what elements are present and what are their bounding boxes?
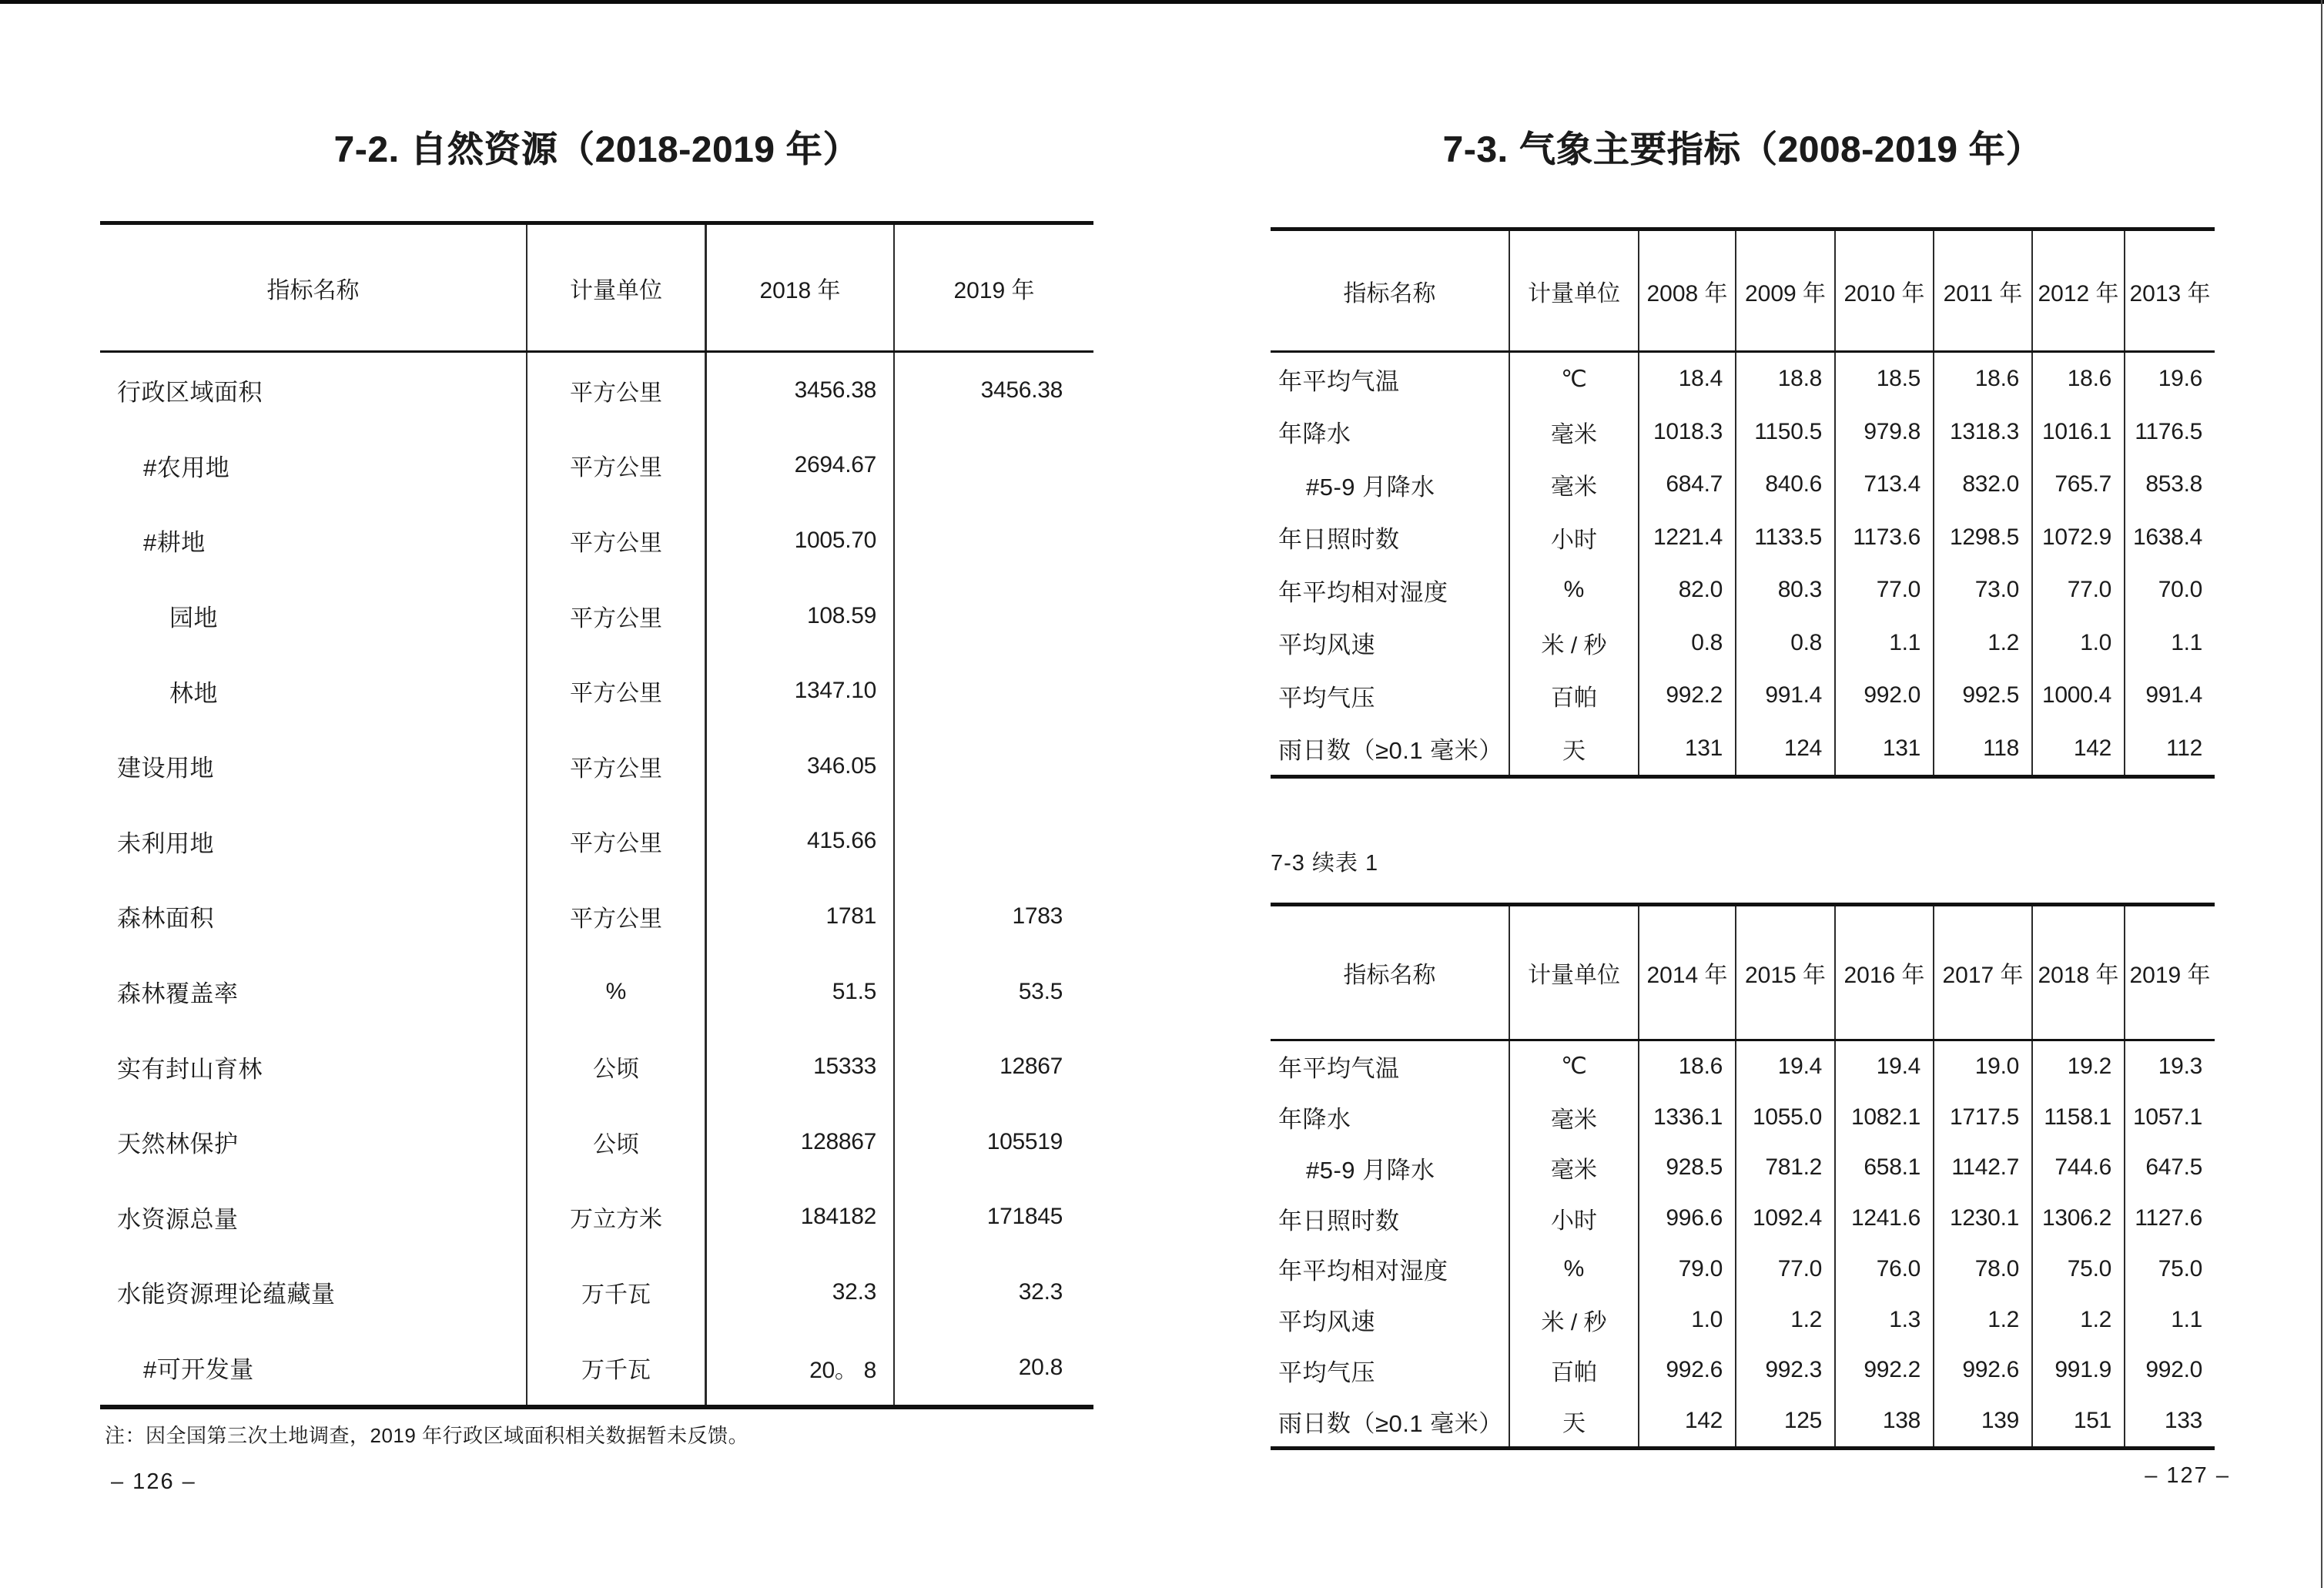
row-label: #可开发量 bbox=[100, 1330, 527, 1405]
row-unit: ℃ bbox=[1510, 1041, 1639, 1092]
column-header: 2008 年 bbox=[1639, 231, 1736, 350]
table-row bbox=[1271, 564, 2215, 617]
cell-value: 1092.4 bbox=[1736, 1193, 1836, 1244]
cell-value: 1127.6 bbox=[2135, 1205, 2202, 1231]
cell-value: 992.3 bbox=[1736, 1345, 1836, 1396]
row-label: 实有封山育林 bbox=[100, 1029, 527, 1104]
cell-value: 1005.70 bbox=[707, 503, 895, 578]
cell-value: 991.9 bbox=[2033, 1345, 2125, 1396]
column-header: 2009 年 bbox=[1736, 231, 1836, 350]
cell-value: 1298.5 bbox=[1934, 511, 2033, 565]
cell-value: 19.2 bbox=[2033, 1041, 2125, 1092]
cell-value: 1241.6 bbox=[1836, 1193, 1934, 1244]
cell-value: 0.8 bbox=[1639, 617, 1736, 670]
column-header: 2010 年 bbox=[1836, 231, 1934, 350]
cell-value: 51.5 bbox=[707, 954, 895, 1030]
table-row bbox=[1271, 1244, 2215, 1295]
row-label: #5-9 月降水 bbox=[1271, 458, 1510, 511]
natural-resources-table bbox=[100, 221, 1093, 1409]
table-header-row bbox=[1271, 231, 2215, 353]
cell-value: 991.4 bbox=[1736, 669, 1836, 722]
table-row bbox=[1271, 353, 2215, 406]
cell-value: 1781 bbox=[707, 879, 895, 954]
column-header: 2012 年 bbox=[2033, 231, 2125, 350]
cell-value: 992.6 bbox=[1639, 1345, 1736, 1396]
table-row bbox=[100, 653, 1093, 729]
cell-value: 15333 bbox=[707, 1029, 895, 1104]
cell-value: 1072.9 bbox=[2033, 511, 2125, 565]
cell-value: 142 bbox=[2033, 722, 2125, 776]
row-label: 雨日数（≥0.1 毫米） bbox=[1271, 722, 1510, 776]
cell-value: 1142.7 bbox=[1934, 1143, 2033, 1194]
cell-value: 108.59 bbox=[707, 578, 895, 654]
row-label: 水能资源理论蕴藏量 bbox=[100, 1255, 527, 1330]
cell-value: 1016.1 bbox=[2033, 406, 2125, 459]
cell-value: 1150.5 bbox=[1736, 406, 1836, 459]
cell-value: 832.0 bbox=[1934, 458, 2033, 511]
cell-value: 1.2 bbox=[1934, 1295, 2033, 1345]
cell-value bbox=[895, 503, 1093, 578]
cell-value: 1.2 bbox=[1736, 1295, 1836, 1345]
row-unit: 百帕 bbox=[1510, 669, 1639, 722]
row-label: 行政区域面积 bbox=[100, 353, 527, 428]
cell-value: 53.5 bbox=[1018, 978, 1063, 1004]
cell-value: 131 bbox=[1639, 722, 1736, 776]
cell-value: 18.5 bbox=[1836, 353, 1934, 406]
row-unit: 平方公里 bbox=[527, 353, 707, 428]
row-unit: % bbox=[527, 954, 707, 1030]
cell-value: 415.66 bbox=[707, 804, 895, 879]
cell-value: 19.4 bbox=[1736, 1041, 1836, 1092]
column-header: 2019 年 bbox=[2129, 963, 2211, 988]
cell-value: 1.1 bbox=[2171, 1306, 2202, 1332]
cell-value: 32.3 bbox=[1018, 1278, 1063, 1305]
row-unit: 公顷 bbox=[527, 1104, 707, 1180]
cell-value: 1.2 bbox=[2033, 1295, 2125, 1345]
cell-value: 151 bbox=[2033, 1395, 2125, 1446]
table-row bbox=[100, 1180, 1093, 1255]
table-row bbox=[1271, 458, 2215, 511]
row-unit: 万千瓦 bbox=[527, 1330, 707, 1405]
row-unit: 毫米 bbox=[1510, 458, 1639, 511]
cell-value: 1.1 bbox=[2171, 629, 2202, 655]
row-unit: 天 bbox=[1510, 1395, 1639, 1446]
cell-value: 1717.5 bbox=[1934, 1092, 2033, 1143]
page-number-right: – 127 – bbox=[2145, 1463, 2230, 1488]
row-label: 平均风速 bbox=[1271, 617, 1510, 670]
row-label: 林地 bbox=[100, 653, 527, 729]
cell-value: 125 bbox=[1736, 1395, 1836, 1446]
table-row bbox=[100, 954, 1093, 1030]
table-row bbox=[1271, 1295, 2215, 1345]
table-row bbox=[1271, 1193, 2215, 1244]
cell-value: 1055.0 bbox=[1736, 1092, 1836, 1143]
cell-value: 3456.38 bbox=[980, 377, 1063, 403]
meteorology-table-2008-2013 bbox=[1271, 227, 2215, 779]
row-unit: 平方公里 bbox=[527, 428, 707, 504]
cell-value: 1082.1 bbox=[1836, 1092, 1934, 1143]
column-header: 2019 年 bbox=[953, 277, 1035, 303]
column-header: 指标名称 bbox=[1271, 231, 1510, 350]
cell-value: 18.6 bbox=[1639, 1041, 1736, 1092]
column-header: 2018 年 bbox=[707, 225, 895, 350]
table-row bbox=[1271, 511, 2215, 565]
table-row bbox=[100, 804, 1093, 879]
cell-value: 1.2 bbox=[1934, 617, 2033, 670]
row-label: 年平均气温 bbox=[1271, 1041, 1510, 1092]
cell-value: 781.2 bbox=[1736, 1143, 1836, 1194]
cell-value: 1133.5 bbox=[1736, 511, 1836, 565]
row-label: 建设用地 bbox=[100, 729, 527, 804]
cell-value: 32.3 bbox=[707, 1255, 895, 1330]
table-row bbox=[1271, 1092, 2215, 1143]
row-label: 年降水 bbox=[1271, 1092, 1510, 1143]
row-label: 雨日数（≥0.1 毫米） bbox=[1271, 1395, 1510, 1446]
cell-value: 19.3 bbox=[2158, 1053, 2202, 1079]
table-row bbox=[1271, 1041, 2215, 1092]
row-label: 年日照时数 bbox=[1271, 1193, 1510, 1244]
cell-value: 744.6 bbox=[2033, 1143, 2125, 1194]
cell-value: 142 bbox=[1639, 1395, 1736, 1446]
cell-value: 19.0 bbox=[1934, 1041, 2033, 1092]
cell-value: 171845 bbox=[986, 1204, 1063, 1230]
column-header: 2014 年 bbox=[1639, 906, 1736, 1039]
cell-value: 76.0 bbox=[1836, 1244, 1934, 1295]
row-unit: % bbox=[1510, 564, 1639, 617]
table-row bbox=[100, 578, 1093, 654]
table-footnote: 注：因全国第三次土地调查，2019 年行政区域面积相关数据暂未反馈。 bbox=[105, 1424, 749, 1447]
cell-value: 992.6 bbox=[1934, 1345, 2033, 1396]
row-unit: ℃ bbox=[1510, 353, 1639, 406]
column-header: 指标名称 bbox=[1271, 906, 1510, 1039]
row-unit: 米 / 秒 bbox=[1510, 617, 1639, 670]
table-row bbox=[1271, 1395, 2215, 1446]
row-unit: 平方公里 bbox=[527, 879, 707, 954]
table-row bbox=[100, 1330, 1093, 1405]
column-header: 指标名称 bbox=[100, 225, 527, 350]
row-label: 年平均气温 bbox=[1271, 353, 1510, 406]
cell-value: 1638.4 bbox=[2133, 524, 2202, 550]
cell-value: 133 bbox=[2164, 1408, 2202, 1434]
row-unit: 毫米 bbox=[1510, 1092, 1639, 1143]
row-label: 园地 bbox=[100, 578, 527, 654]
cell-value: 992.0 bbox=[2145, 1357, 2202, 1383]
cell-value: 647.5 bbox=[2145, 1154, 2202, 1181]
row-unit: 平方公里 bbox=[527, 653, 707, 729]
cell-value: 1018.3 bbox=[1639, 406, 1736, 459]
table-row bbox=[1271, 406, 2215, 459]
row-unit: 万立方米 bbox=[527, 1180, 707, 1255]
row-unit: 平方公里 bbox=[527, 729, 707, 804]
table-row bbox=[100, 879, 1093, 954]
row-unit: 小时 bbox=[1510, 511, 1639, 565]
row-unit: 米 / 秒 bbox=[1510, 1295, 1639, 1345]
column-header: 2017 年 bbox=[1934, 906, 2033, 1039]
cell-value: 992.5 bbox=[1934, 669, 2033, 722]
cell-value: 79.0 bbox=[1639, 1244, 1736, 1295]
cell-value: 1057.1 bbox=[2133, 1104, 2202, 1130]
cell-value: 1336.1 bbox=[1639, 1092, 1736, 1143]
cell-value: 2694.67 bbox=[707, 428, 895, 504]
row-unit: 平方公里 bbox=[527, 578, 707, 654]
table-row bbox=[1271, 617, 2215, 670]
cell-value: 77.0 bbox=[1736, 1244, 1836, 1295]
row-label: 年日照时数 bbox=[1271, 511, 1510, 565]
column-header: 2011 年 bbox=[1934, 231, 2033, 350]
cell-value: 992.2 bbox=[1639, 669, 1736, 722]
row-unit: 万千瓦 bbox=[527, 1255, 707, 1330]
cell-value: 128867 bbox=[707, 1104, 895, 1180]
row-label: #农用地 bbox=[100, 428, 527, 504]
table-row bbox=[100, 729, 1093, 804]
column-header: 计量单位 bbox=[1510, 231, 1639, 350]
row-unit: 天 bbox=[1510, 722, 1639, 776]
cell-value bbox=[895, 428, 1093, 504]
cell-value: 112 bbox=[2166, 735, 2202, 761]
row-label: #5-9 月降水 bbox=[1271, 1143, 1510, 1194]
cell-value: 1221.4 bbox=[1639, 511, 1736, 565]
row-label: 平均气压 bbox=[1271, 1345, 1510, 1396]
cell-value: 105519 bbox=[986, 1128, 1063, 1154]
cell-value: 19.4 bbox=[1836, 1041, 1934, 1092]
cell-value: 658.1 bbox=[1836, 1143, 1934, 1194]
cell-value: 1783 bbox=[1012, 903, 1063, 929]
row-label: 水资源总量 bbox=[100, 1180, 527, 1255]
cell-value: 684.7 bbox=[1639, 458, 1736, 511]
row-label: 森林覆盖率 bbox=[100, 954, 527, 1030]
row-label: #耕地 bbox=[100, 503, 527, 578]
cell-value: 19.6 bbox=[2158, 366, 2202, 392]
row-label: 平均风速 bbox=[1271, 1295, 1510, 1345]
cell-value bbox=[895, 653, 1093, 729]
row-unit: 公顷 bbox=[527, 1029, 707, 1104]
cell-value: 70.0 bbox=[2158, 577, 2202, 603]
cell-value: 18.8 bbox=[1736, 353, 1836, 406]
cell-value: 853.8 bbox=[2145, 471, 2202, 498]
row-unit: 小时 bbox=[1510, 1193, 1639, 1244]
cell-value: 1.3 bbox=[1836, 1295, 1934, 1345]
cell-value: 118 bbox=[1934, 722, 2033, 776]
cell-value: 1.0 bbox=[1639, 1295, 1736, 1345]
cell-value: 1158.1 bbox=[2033, 1092, 2125, 1143]
cell-value: 1173.6 bbox=[1836, 511, 1934, 565]
table-row bbox=[100, 1029, 1093, 1104]
table-row bbox=[1271, 669, 2215, 722]
cell-value: 1318.3 bbox=[1934, 406, 2033, 459]
cell-value: 18.4 bbox=[1639, 353, 1736, 406]
row-unit: 百帕 bbox=[1510, 1345, 1639, 1396]
cell-value: 73.0 bbox=[1934, 564, 2033, 617]
continuation-table-label: 7-3 续表 1 bbox=[1271, 851, 1379, 876]
cell-value bbox=[895, 578, 1093, 654]
row-label: 年平均相对湿度 bbox=[1271, 564, 1510, 617]
cell-value: 78.0 bbox=[1934, 1244, 2033, 1295]
row-unit: 平方公里 bbox=[527, 804, 707, 879]
row-unit: % bbox=[1510, 1244, 1639, 1295]
cell-value: 20。 8 bbox=[707, 1330, 895, 1405]
row-label: 年平均相对湿度 bbox=[1271, 1244, 1510, 1295]
cell-value: 82.0 bbox=[1639, 564, 1736, 617]
cell-value: 77.0 bbox=[2033, 564, 2125, 617]
cell-value: 1000.4 bbox=[2033, 669, 2125, 722]
row-label: 年降水 bbox=[1271, 406, 1510, 459]
cell-value: 184182 bbox=[707, 1180, 895, 1255]
cell-value: 77.0 bbox=[1836, 564, 1934, 617]
cell-value: 12867 bbox=[1000, 1054, 1063, 1080]
cell-value: 1230.1 bbox=[1934, 1193, 2033, 1244]
table-row bbox=[100, 503, 1093, 578]
cell-value: 1347.10 bbox=[707, 653, 895, 729]
cell-value: 75.0 bbox=[2158, 1255, 2202, 1281]
row-label: 未利用地 bbox=[100, 804, 527, 879]
table-row bbox=[100, 353, 1093, 428]
cell-value: 1.1 bbox=[1836, 617, 1934, 670]
column-header: 2018 年 bbox=[2033, 906, 2125, 1039]
cell-value bbox=[895, 729, 1093, 804]
cell-value: 0.8 bbox=[1736, 617, 1836, 670]
cell-value: 1.0 bbox=[2033, 617, 2125, 670]
table-row bbox=[1271, 1345, 2215, 1396]
row-label: 平均气压 bbox=[1271, 669, 1510, 722]
cell-value: 713.4 bbox=[1836, 458, 1934, 511]
page-title-left: 7-2. 自然资源（2018-2019 年） bbox=[333, 129, 860, 169]
table-row bbox=[100, 1104, 1093, 1180]
table-row bbox=[1271, 1143, 2215, 1194]
cell-value: 996.6 bbox=[1639, 1193, 1736, 1244]
column-header: 2013 年 bbox=[2129, 280, 2211, 307]
cell-value: 1176.5 bbox=[2135, 418, 2202, 444]
cell-value: 992.0 bbox=[1836, 669, 1934, 722]
table-row bbox=[100, 428, 1093, 504]
column-header: 计量单位 bbox=[1510, 906, 1639, 1039]
cell-value: 992.2 bbox=[1836, 1345, 1934, 1396]
table-header-row bbox=[1271, 906, 2215, 1041]
table-header-row bbox=[100, 225, 1093, 353]
cell-value bbox=[895, 804, 1093, 879]
row-unit: 毫米 bbox=[1510, 406, 1639, 459]
cell-value: 75.0 bbox=[2033, 1244, 2125, 1295]
table-row bbox=[100, 1255, 1093, 1330]
scan-edge-strip-right bbox=[2321, 0, 2322, 1588]
cell-value: 138 bbox=[1836, 1395, 1934, 1446]
cell-value: 20.8 bbox=[1018, 1354, 1063, 1380]
cell-value: 346.05 bbox=[707, 729, 895, 804]
column-header: 2016 年 bbox=[1836, 906, 1934, 1039]
cell-value: 18.6 bbox=[2033, 353, 2125, 406]
column-header: 计量单位 bbox=[527, 225, 707, 350]
cell-value: 124 bbox=[1736, 722, 1836, 776]
cell-value: 131 bbox=[1836, 722, 1934, 776]
cell-value: 928.5 bbox=[1639, 1143, 1736, 1194]
cell-value: 1306.2 bbox=[2033, 1193, 2125, 1244]
page-title-right: 7-3. 气象主要指标（2008-2019 年） bbox=[1442, 129, 2043, 169]
page-number-left: – 126 – bbox=[111, 1469, 196, 1494]
cell-value: 765.7 bbox=[2033, 458, 2125, 511]
cell-value: 979.8 bbox=[1836, 406, 1934, 459]
meteorology-table-2014-2019 bbox=[1271, 903, 2215, 1450]
cell-value: 991.4 bbox=[2145, 682, 2202, 709]
cell-value: 840.6 bbox=[1736, 458, 1836, 511]
scan-edge-strip-top bbox=[0, 0, 2324, 4]
column-header: 2015 年 bbox=[1736, 906, 1836, 1039]
row-unit: 毫米 bbox=[1510, 1143, 1639, 1194]
cell-value: 3456.38 bbox=[707, 353, 895, 428]
row-label: 森林面积 bbox=[100, 879, 527, 954]
table-row bbox=[1271, 722, 2215, 776]
cell-value: 139 bbox=[1934, 1395, 2033, 1446]
row-unit: 平方公里 bbox=[527, 503, 707, 578]
cell-value: 80.3 bbox=[1736, 564, 1836, 617]
row-label: 天然林保护 bbox=[100, 1104, 527, 1180]
cell-value: 18.6 bbox=[1934, 353, 2033, 406]
